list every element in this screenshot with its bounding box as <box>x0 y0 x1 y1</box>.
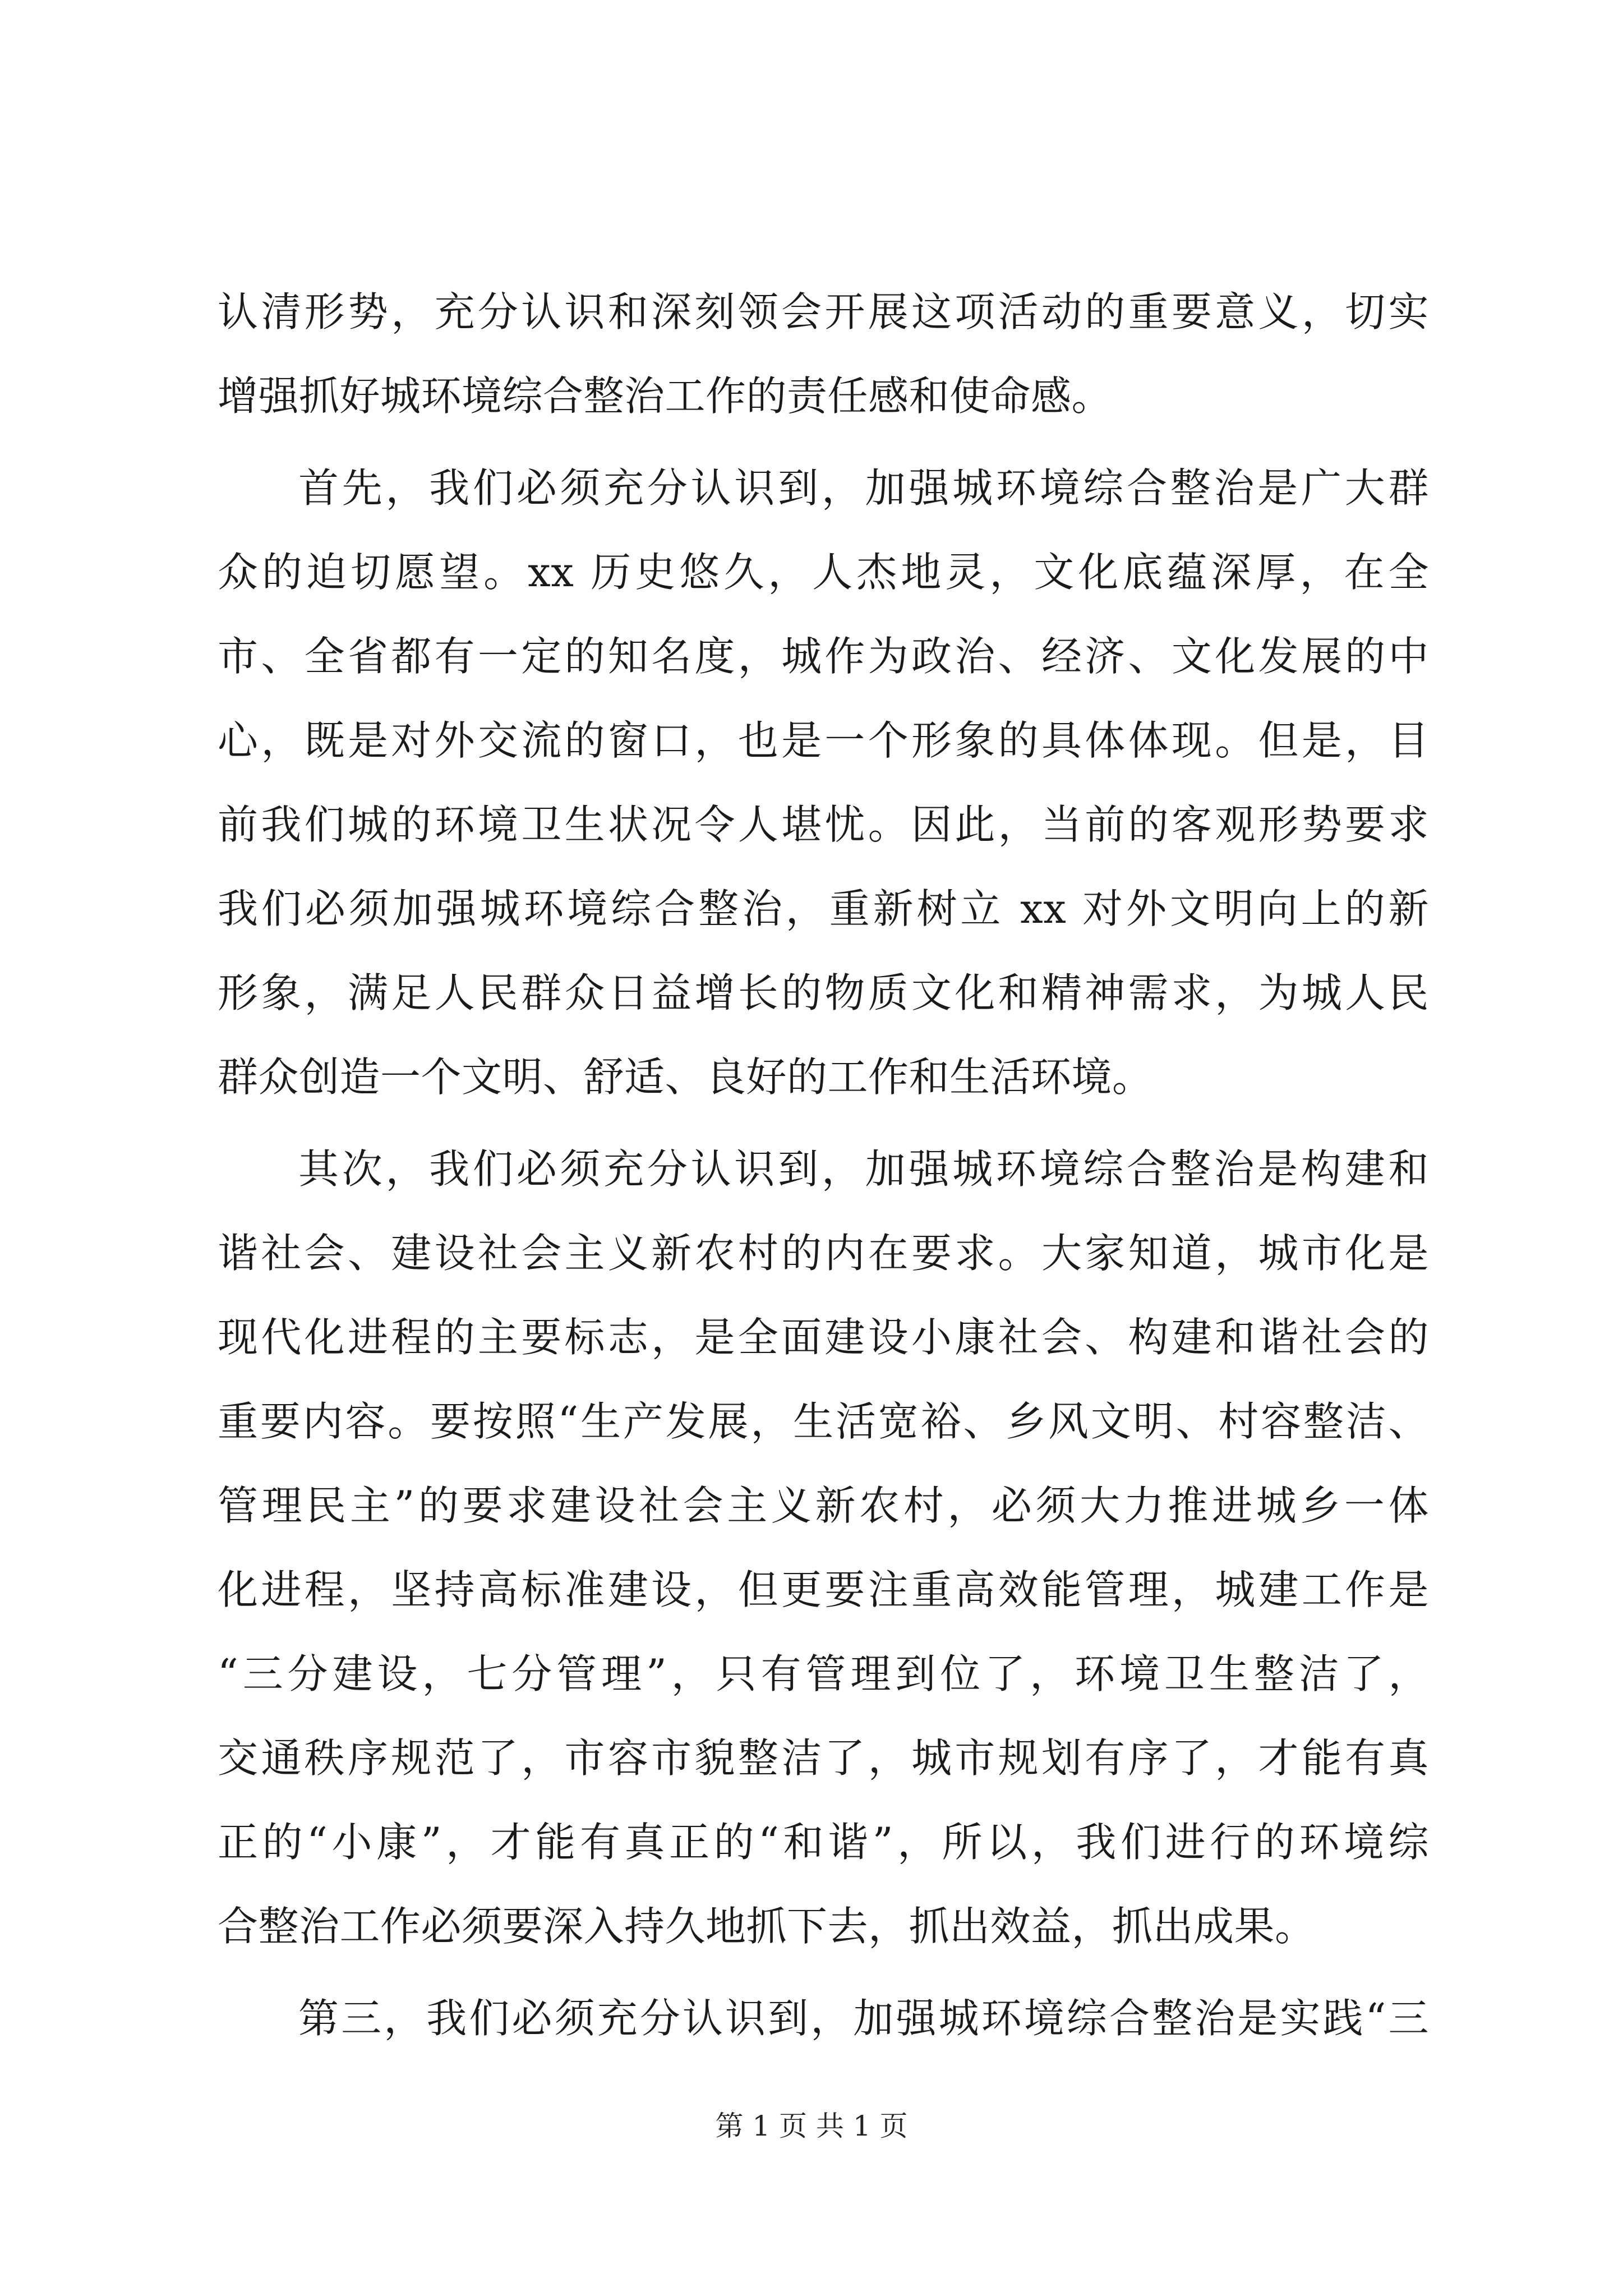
text-line: 心，既是对外交流的窗口，也是一个形象的具体体现。但是，目 <box>218 717 1429 764</box>
text-line: 化进程，坚持高标准建设，但更要注重高效能管理，城建工作是 <box>218 1566 1429 1613</box>
text-line: 市、全省都有一定的知名度，城作为政治、经济、文化发展的中 <box>218 633 1429 680</box>
text-line: 合整治工作必须要深入持久地抓下去，抓出效益，抓出成果。 <box>218 1903 1316 1950</box>
text-line: 正的“小康”，才能有真正的“和谐”，所以，我们进行的环境综 <box>218 1819 1429 1866</box>
text-line: 增强抓好城环境综合整治工作的责任感和使命感。 <box>218 372 1113 420</box>
text-line: 谐社会、建设社会主义新农村的内在要求。大家知道，城市化是 <box>218 1230 1429 1277</box>
text-line: 形象，满足人民群众日益增长的物质文化和精神需求，为城人民 <box>218 969 1429 1016</box>
text-line: 众的迫切愿望。xx 历史悠久，人杰地灵，文化底蕴深厚，在全 <box>218 549 1429 596</box>
text-line: “三分建设，七分管理”，只有管理到位了，环境卫生整洁了， <box>218 1650 1429 1697</box>
text-line: 我们必须加强城环境综合整治，重新树立 xx 对外文明向上的新 <box>218 885 1429 932</box>
text-line: 交通秩序规范了，市容市貌整洁了，城市规划有序了，才能有真 <box>218 1734 1429 1782</box>
text-line: 管理民主”的要求建设社会主义新农村，必须大力推进城乡一体 <box>218 1482 1429 1529</box>
text-line: 群众创造一个文明、舒适、良好的工作和生活环境。 <box>218 1053 1153 1101</box>
document-body <box>218 288 1429 2082</box>
paragraph-first-line: 首先，我们必须充分认识到，加强城环境综合整治是广大群 <box>298 464 1429 512</box>
page-number-footer: 第 1 页 共 1 页 <box>715 2110 908 2142</box>
paragraph-first-line: 第三，我们必须充分认识到，加强城环境综合整治是实践“三 <box>298 1995 1429 2042</box>
paragraph-first-line: 其次，我们必须充分认识到，加强城环境综合整治是构建和 <box>298 1145 1429 1193</box>
text-line: 重要内容。要按照“生产发展，生活宽裕、乡风文明、村容整洁、 <box>218 1398 1429 1445</box>
text-line: 认清形势，充分认识和深刻领会开展这项活动的重要意义，切实 <box>218 288 1429 335</box>
text-line: 现代化进程的主要标志，是全面建设小康社会、构建和谐社会的 <box>218 1314 1429 1361</box>
text-line: 前我们城的环境卫生状况令人堪忧。因此，当前的客观形势要求 <box>218 801 1429 848</box>
